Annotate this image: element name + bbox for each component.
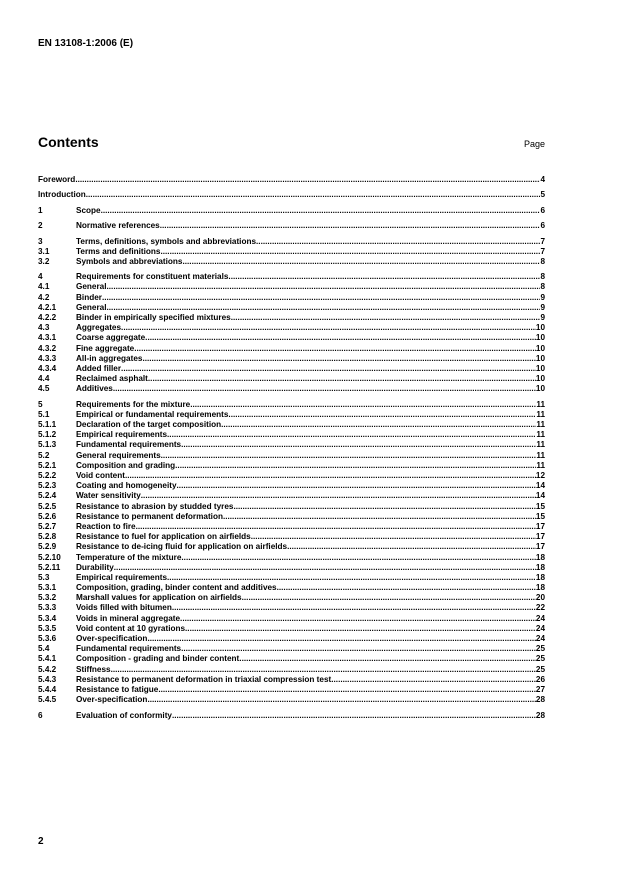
toc-entry-number: 1 xyxy=(38,205,43,215)
toc-entry-title: Terms and definitions xyxy=(76,246,161,256)
toc-entry-title: Void content xyxy=(76,471,125,480)
toc-entry-number: 5.3.1 xyxy=(38,583,57,593)
toc-dot-leader xyxy=(221,420,536,430)
toc-entry[interactable] xyxy=(38,491,545,501)
toc-entry-number: 5.2.11 xyxy=(38,562,61,572)
toc-entry[interactable] xyxy=(38,323,545,333)
toc-entry[interactable] xyxy=(38,313,545,323)
toc-entry[interactable] xyxy=(38,247,545,257)
toc-entry[interactable] xyxy=(38,532,545,542)
toc-entry[interactable] xyxy=(38,634,545,644)
toc-dot-leader xyxy=(256,237,540,247)
toc-entry-page: 11 xyxy=(536,440,545,450)
toc-entry-title: Binder xyxy=(76,292,102,302)
toc-dot-leader xyxy=(242,593,536,603)
toc-entry[interactable] xyxy=(38,190,545,200)
toc-entry-title: Resistance to fuel for application on airfields xyxy=(76,532,251,542)
toc-entry-title: Temperature of the mixture xyxy=(76,552,182,562)
toc-entry-number: 5.2 xyxy=(38,450,50,460)
toc-entry-page: 17 xyxy=(535,542,545,552)
toc-entry-title: Evaluation of conformity xyxy=(76,710,172,720)
toc-entry-number: 4.4 xyxy=(38,374,50,384)
toc-entry-page: 7 xyxy=(540,236,545,246)
toc-entry-title: Fine aggregate xyxy=(76,343,135,353)
toc-entry-number: 5.1.1 xyxy=(38,420,57,430)
toc-entry-page: 10 xyxy=(535,323,545,333)
toc-dot-leader xyxy=(181,644,536,654)
toc-entry-page: 4 xyxy=(540,175,545,184)
toc-entry[interactable] xyxy=(38,502,545,512)
toc-dot-leader xyxy=(172,603,536,613)
toc-entry-title: Over-specification xyxy=(76,695,148,705)
toc-entry[interactable] xyxy=(38,333,545,343)
toc-entry-title: Composition - grading and binder content xyxy=(76,654,240,664)
toc-entry-number: 5.2.1 xyxy=(38,460,57,470)
toc-dot-leader xyxy=(185,624,536,634)
toc-entry[interactable] xyxy=(38,624,545,634)
toc-entry-title: Reaction to fire xyxy=(76,521,136,531)
toc-entry[interactable] xyxy=(38,440,545,450)
toc-entry-title: Void content at 10 gyrations xyxy=(76,623,186,633)
toc-entry[interactable] xyxy=(38,282,545,292)
toc-entry-title: Fundamental requirements xyxy=(76,440,182,450)
toc-entry-page: 18 xyxy=(535,552,545,562)
toc-entry[interactable] xyxy=(38,175,545,185)
toc-entry-number: 4 xyxy=(38,272,43,282)
toc-dot-leader xyxy=(180,614,536,624)
toc-dot-leader xyxy=(121,323,536,333)
toc-dot-leader xyxy=(125,471,536,481)
toc-entry-title: General requirements xyxy=(76,450,161,460)
toc-entry-number: 4.5 xyxy=(38,384,50,394)
toc-entry[interactable] xyxy=(38,400,545,410)
toc-dot-leader xyxy=(107,282,541,292)
toc-dot-leader xyxy=(223,512,536,522)
toc-entry-title: Resistance to permanent deformation in triaxial compression test xyxy=(76,674,332,684)
toc-dot-leader xyxy=(177,481,536,491)
toc-entry-number: 5.4.3 xyxy=(38,674,57,684)
toc-entry-title: Empirical or fundamental requirements xyxy=(76,409,229,419)
toc-entry-title: Reclaimed asphalt xyxy=(76,374,148,384)
toc-dot-leader xyxy=(331,675,536,685)
toc-entry[interactable] xyxy=(38,644,545,654)
toc-entry-title: Composition and grading xyxy=(76,460,176,470)
toc-entry-page: 5 xyxy=(540,190,545,200)
toc-entry-page: 24 xyxy=(535,623,545,633)
toc-entry-title: Binder in empirically specified mixtures xyxy=(76,313,231,322)
toc-dot-leader xyxy=(86,190,541,200)
toc-dot-leader xyxy=(181,440,536,450)
toc-dot-leader xyxy=(121,364,536,374)
toc-entry[interactable] xyxy=(38,430,545,440)
toc-entry-title: Empirical requirements xyxy=(76,430,168,440)
toc-entry-title: Additives xyxy=(76,384,113,394)
toc-entry-title: Introduction xyxy=(38,190,86,200)
toc-dot-leader xyxy=(233,502,535,512)
toc-entry[interactable] xyxy=(38,471,545,481)
toc-entry-number: 5.3.4 xyxy=(38,613,57,623)
toc-entry-title: Water sensitivity xyxy=(76,491,141,501)
toc-entry-page: 18 xyxy=(535,562,545,572)
toc-entry[interactable] xyxy=(38,654,545,664)
toc-entry-title: Voids filled with bitumen xyxy=(76,603,172,613)
toc-dot-leader xyxy=(101,206,541,216)
toc-entry-page: 28 xyxy=(535,710,545,720)
toc-entry[interactable] xyxy=(38,593,545,603)
toc-entry[interactable] xyxy=(38,675,545,685)
toc-entry[interactable] xyxy=(38,583,545,593)
toc-entry-page: 10 xyxy=(535,374,545,384)
toc-entry-page: 6 xyxy=(540,221,545,231)
toc-entry[interactable] xyxy=(38,563,545,573)
toc-entry-page: 26 xyxy=(535,674,545,684)
toc-entry[interactable] xyxy=(38,603,545,613)
toc-dot-leader xyxy=(175,461,536,471)
toc-entry-number: 4.2 xyxy=(38,292,50,302)
toc-entry-page: 25 xyxy=(535,664,545,674)
toc-dot-leader xyxy=(228,410,536,420)
toc-entry-number: 4.3.2 xyxy=(38,343,57,353)
toc-entry-page: 25 xyxy=(535,654,545,664)
toc-entry[interactable] xyxy=(38,522,545,532)
toc-entry-number: 5.3.3 xyxy=(38,603,57,613)
toc-entry-number: 4.3 xyxy=(38,323,50,333)
toc-entry-page: 17 xyxy=(535,521,545,531)
toc-entry-number: 5.2.10 xyxy=(38,552,61,562)
toc-dot-leader xyxy=(134,344,536,354)
toc-entry-number: 4.1 xyxy=(38,282,50,292)
toc-entry-page: 14 xyxy=(535,491,545,501)
toc-entry[interactable] xyxy=(38,221,545,231)
toc-entry-title: Durability xyxy=(76,562,114,572)
toc-entry-number: 5.2.9 xyxy=(38,542,57,552)
toc-entry-title: Scope xyxy=(76,205,101,215)
toc-dot-leader xyxy=(277,583,536,593)
toc-dot-leader xyxy=(111,665,536,675)
toc-dot-leader xyxy=(147,634,535,644)
toc-entry-page: 11 xyxy=(536,420,545,430)
toc-entry[interactable] xyxy=(38,461,545,471)
toc-dot-leader xyxy=(172,711,536,721)
toc-entry-page: 18 xyxy=(535,572,545,582)
toc-entry-title: Terms, definitions, symbols and abbreviations xyxy=(76,236,257,246)
toc-entry-title: Resistance to permanent deformation xyxy=(76,511,223,521)
toc-entry-page: 24 xyxy=(535,634,545,643)
toc-dot-leader xyxy=(251,532,536,542)
toc-entry[interactable] xyxy=(38,685,545,695)
toc-entry-number: 5.1.3 xyxy=(38,440,57,450)
toc-entry[interactable] xyxy=(38,272,545,282)
toc-dot-leader xyxy=(239,654,536,664)
toc-entry-page: 11 xyxy=(536,450,545,460)
toc-entry-title: Declaration of the target composition xyxy=(76,420,222,430)
toc-entry[interactable] xyxy=(38,354,545,364)
toc-entry-page: 11 xyxy=(536,430,545,440)
toc-entry-page: 9 xyxy=(540,292,545,302)
toc-entry[interactable] xyxy=(38,512,545,522)
document-id: EN 13108-1:2006 (E) xyxy=(38,38,134,49)
toc-dot-leader xyxy=(148,374,536,384)
toc-entry-number: 5.2.6 xyxy=(38,511,57,521)
toc-entry-number: 5.2.2 xyxy=(38,471,57,480)
toc-entry[interactable] xyxy=(38,257,545,267)
toc-entry-number: 4.3.1 xyxy=(38,333,57,343)
toc-entry-page: 11 xyxy=(536,399,545,409)
contents-heading: Contents xyxy=(38,134,99,150)
toc-entry-title: Requirements for the mixture xyxy=(76,399,191,409)
toc-entry-number: 5.1 xyxy=(38,409,50,419)
toc-entry-number: 5.4.5 xyxy=(38,695,57,705)
toc-entry-page: 11 xyxy=(536,460,545,470)
toc-dot-leader xyxy=(114,563,536,573)
toc-dot-leader xyxy=(142,354,535,364)
toc-entry-page: 8 xyxy=(540,272,545,282)
toc-entry-title: General xyxy=(76,302,107,312)
toc-entry[interactable] xyxy=(38,420,545,430)
toc-entry-page: 10 xyxy=(535,333,545,343)
toc-dot-leader xyxy=(107,303,541,313)
toc-entry-title: Resistance to de-icing fluid for application on airfields xyxy=(76,542,288,552)
toc-entry-number: 5.3.6 xyxy=(38,634,57,643)
toc-entry-number: 5.4 xyxy=(38,644,50,654)
toc-entry[interactable] xyxy=(38,374,545,384)
toc-entry-title: Coarse aggregate xyxy=(76,333,146,343)
toc-dot-leader xyxy=(160,247,540,257)
toc-entry-number: 5.4.1 xyxy=(38,654,57,664)
toc-entry-page: 24 xyxy=(535,613,545,623)
toc-entry[interactable] xyxy=(38,293,545,303)
toc-dot-leader xyxy=(113,384,536,394)
toc-dot-leader xyxy=(147,695,535,705)
toc-entry[interactable] xyxy=(38,553,545,563)
toc-dot-leader xyxy=(145,333,536,343)
toc-entry-number: 4.3.4 xyxy=(38,363,57,373)
toc-entry-number: 5.2.7 xyxy=(38,521,57,531)
toc-entry[interactable] xyxy=(38,711,545,721)
toc-entry-number: 3.2 xyxy=(38,256,50,266)
toc-entry-title: Over-specification xyxy=(76,634,148,643)
toc-entry-number: 5.3.5 xyxy=(38,623,57,633)
toc-entry-title: Composition, grading, binder content and additives xyxy=(76,583,277,593)
toc-entry-page: 12 xyxy=(535,471,545,480)
toc-entry-page: 15 xyxy=(535,511,545,521)
toc-dot-leader xyxy=(190,400,536,410)
toc-entry-page: 9 xyxy=(540,302,545,312)
toc-entry-page: 14 xyxy=(535,481,545,491)
toc-entry-title: Stiffness xyxy=(76,664,111,674)
toc-entry-page: 17 xyxy=(535,532,545,542)
toc-entry-page: 15 xyxy=(535,501,545,511)
toc-entry-title: All-in aggregates xyxy=(76,353,143,363)
toc-entry[interactable] xyxy=(38,665,545,675)
toc-entry-page: 10 xyxy=(535,363,545,373)
toc-entry-title: Resistance to fatigue xyxy=(76,684,159,694)
toc-entry-page: 22 xyxy=(535,603,545,613)
toc-entry-number: 6 xyxy=(38,710,43,720)
toc-entry-page: 6 xyxy=(540,205,545,215)
toc-entry-number: 5.3.2 xyxy=(38,593,57,603)
toc-entry-page: 7 xyxy=(540,246,545,256)
toc-dot-leader xyxy=(75,175,540,185)
toc-entry[interactable] xyxy=(38,542,545,552)
toc-entry-page: 10 xyxy=(535,353,545,363)
toc-dot-leader xyxy=(158,685,536,695)
toc-entry-number: 5.1.2 xyxy=(38,430,57,440)
toc-entry-number: 2 xyxy=(38,221,43,231)
toc-entry[interactable] xyxy=(38,573,545,583)
toc-dot-leader xyxy=(160,221,541,231)
toc-entry[interactable] xyxy=(38,206,545,216)
toc-entry-title: Empirical requirements xyxy=(76,572,168,582)
toc-entry-page: 11 xyxy=(536,409,545,419)
toc-entry-page: 8 xyxy=(540,256,545,266)
toc-entry-number: 4.3.3 xyxy=(38,353,57,363)
toc-dot-leader xyxy=(231,313,541,323)
toc-entry-title: Marshall values for application on airfields xyxy=(76,593,242,603)
toc-entry-page: 18 xyxy=(535,583,545,593)
toc-entry-number: 5 xyxy=(38,399,43,409)
toc-entry-number: 4.2.2 xyxy=(38,313,57,322)
toc-entry-page: 9 xyxy=(540,313,545,322)
toc-dot-leader xyxy=(102,293,541,303)
toc-entry-number: 3.1 xyxy=(38,246,50,256)
toc-entry-number: 5.4.4 xyxy=(38,684,57,694)
toc-entry[interactable] xyxy=(38,410,545,420)
toc-entry-number: 3 xyxy=(38,236,43,246)
toc-dot-leader xyxy=(167,430,536,440)
toc-entry-page: 25 xyxy=(535,644,545,654)
toc-entry-title: Symbols and abbreviations xyxy=(76,256,183,266)
toc-entry-title: Added filler xyxy=(76,363,122,373)
toc-entry[interactable] xyxy=(38,364,545,374)
toc-entry-title: Foreword xyxy=(38,175,76,184)
toc-entry-title: Aggregates xyxy=(76,323,122,333)
toc-entry-page: 20 xyxy=(535,593,545,603)
toc-entry-number: 5.4.2 xyxy=(38,664,57,674)
toc-entry[interactable] xyxy=(38,384,545,394)
toc-entry-title: General xyxy=(76,282,107,292)
toc-entry[interactable] xyxy=(38,481,545,491)
toc-entry-number: 5.2.4 xyxy=(38,491,57,501)
toc-dot-leader xyxy=(287,542,536,552)
toc-entry-title: Coating and homogeneity xyxy=(76,481,177,491)
toc-entry-number: 4.2.1 xyxy=(38,302,57,312)
toc-dot-leader xyxy=(136,522,536,532)
toc-entry[interactable] xyxy=(38,614,545,624)
toc-entry-title: Resistance to abrasion by studded tyres xyxy=(76,501,234,511)
toc-entry-number: 5.2.5 xyxy=(38,501,57,511)
toc-entry-page: 27 xyxy=(535,684,545,694)
page-number: 2 xyxy=(38,836,44,847)
toc-entry[interactable] xyxy=(38,451,545,461)
toc-entry-page: 8 xyxy=(540,282,545,292)
toc-entry-number: 5.2.8 xyxy=(38,532,57,542)
toc-entry[interactable] xyxy=(38,344,545,354)
toc-dot-leader xyxy=(141,491,536,501)
toc-dot-leader xyxy=(181,553,535,563)
toc-entry-number: 5.3 xyxy=(38,572,50,582)
toc-entry[interactable] xyxy=(38,303,545,313)
toc-entry-page: 28 xyxy=(535,695,545,705)
toc-entry-title: Requirements for constituent materials xyxy=(76,272,229,282)
toc-entry-page: 10 xyxy=(535,343,545,353)
toc-entry-page: 10 xyxy=(535,384,545,394)
toc-dot-leader xyxy=(182,257,540,267)
toc-entry[interactable] xyxy=(38,237,545,247)
toc-entry-title: Normative references xyxy=(76,221,160,231)
toc-entry-number: 5.2.3 xyxy=(38,481,57,491)
toc-dot-leader xyxy=(228,272,540,282)
toc-entry-title: Fundamental requirements xyxy=(76,644,182,654)
toc-dot-leader xyxy=(167,573,536,583)
toc-entry-title: Voids in mineral aggregate xyxy=(76,613,181,623)
page-column-label: Page xyxy=(524,139,546,149)
toc-dot-leader xyxy=(161,451,537,461)
table-of-contents xyxy=(38,175,545,721)
toc-entry[interactable] xyxy=(38,695,545,705)
